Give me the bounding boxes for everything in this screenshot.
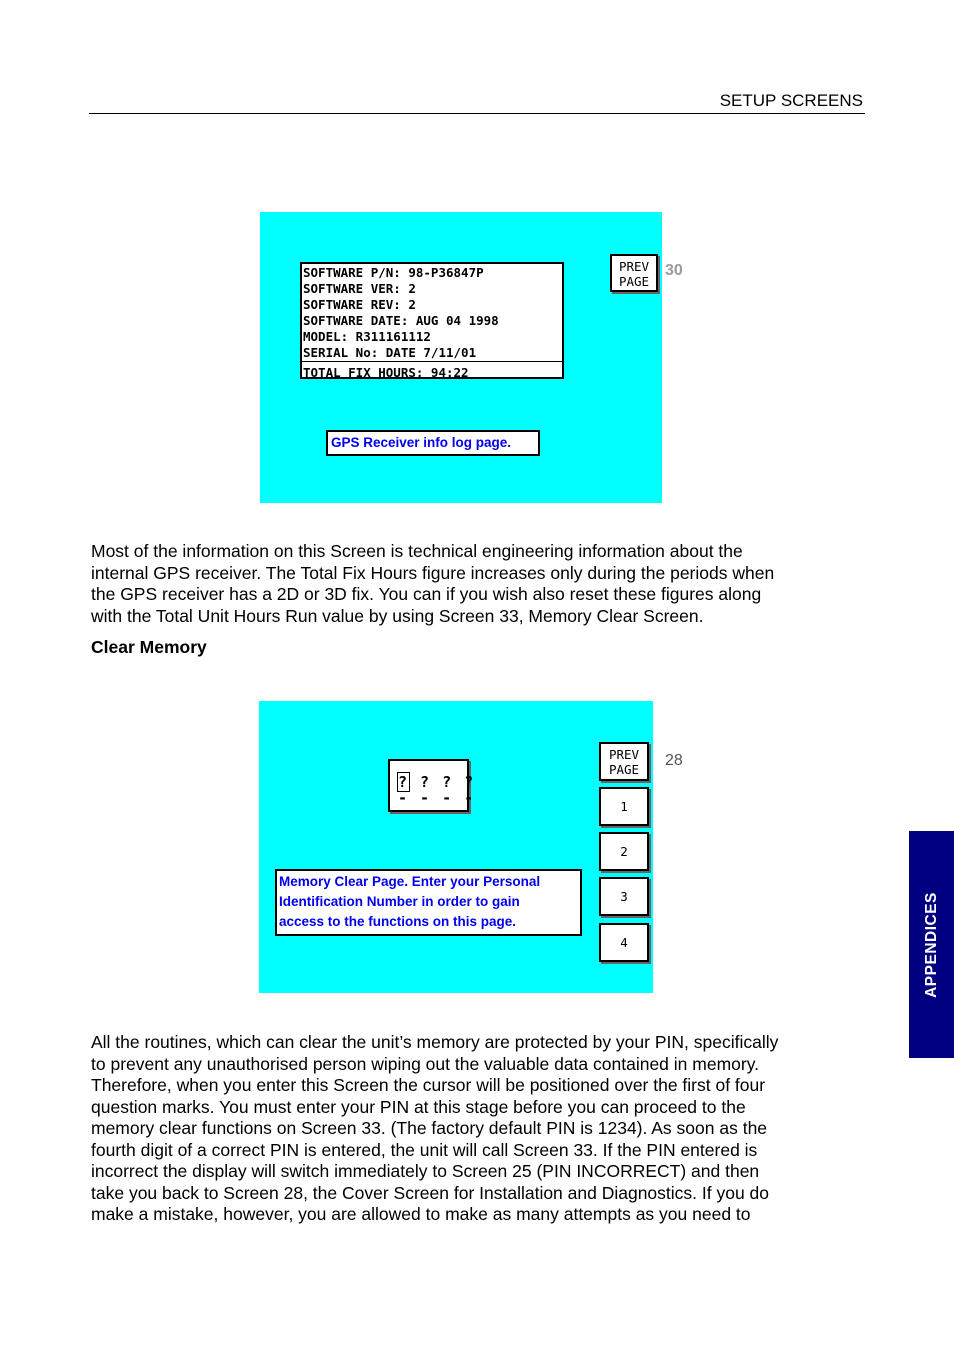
- paragraph-line: question marks. You must enter your PIN at this stage before you can proceed to the: [91, 1096, 746, 1117]
- appendices-tab[interactable]: [909, 831, 954, 1058]
- screen-28-panel: [259, 701, 653, 993]
- screen-30-panel: [260, 212, 662, 503]
- paragraph-line: internal GPS receiver. The Total Fix Hours figure increases only during the periods when: [91, 562, 775, 583]
- info-divider: [302, 361, 562, 362]
- prev-page-label-line1: PREV: [618, 259, 650, 274]
- screen-note: [275, 869, 582, 936]
- prev-page-button[interactable]: [610, 254, 658, 292]
- paragraph-line: memory clear functions on Screen 33. (The factory default PIN is 1234). As soon as the: [91, 1118, 768, 1138]
- screen-number: 28: [665, 752, 683, 769]
- keypad-button-2[interactable]: 2: [599, 832, 649, 871]
- section-heading: Clear Memory: [91, 637, 207, 657]
- header-title: SETUP SCREENS: [719, 91, 863, 110]
- prev-page-label-line1: PREV: [608, 747, 640, 762]
- appendices-tab-label: APPENDICES: [922, 891, 940, 998]
- software-info-box: [300, 262, 564, 379]
- prev-page-button[interactable]: [599, 742, 649, 781]
- keypad-button-3[interactable]: 3: [599, 877, 649, 916]
- info-line: SOFTWARE P/N: 98-P36847P: [303, 265, 484, 280]
- paragraph: [91, 1032, 861, 1226]
- paragraph-line: make a mistake, however, you are allowed to make as many attempts as you need to: [91, 1204, 751, 1224]
- paragraph-line: with the Total Unit Hours Run value by using Screen 33, Memory Clear Screen.: [91, 605, 704, 626]
- info-line: SOFTWARE VER: 2: [303, 281, 416, 296]
- paragraph-line: Therefore, when you enter this Screen the cursor will be positioned over the first of four: [91, 1075, 766, 1095]
- note-line: Memory Clear Page. Enter your Personal: [279, 874, 541, 889]
- paragraph-line: incorrect the display will switch immediately to Screen 25 (PIN INCORRECT) and then: [91, 1161, 760, 1181]
- keypad-button-4[interactable]: 4: [599, 923, 649, 962]
- paragraph-line: take you back to Screen 28, the Cover Screen for Installation and Diagnostics. If you do: [91, 1182, 770, 1203]
- paragraph-line: the GPS receiver has a 2D or 3D fix. You can if you wish also reset these figures along: [91, 584, 762, 604]
- paragraph-line: to prevent any unauthorised person wiping out the valuable data contained in memory.: [91, 1053, 760, 1074]
- screen-number: 30: [665, 262, 683, 279]
- info-line: SOFTWARE DATE: AUG 04 1998: [303, 313, 499, 328]
- prev-page-label-line2: PAGE: [618, 274, 650, 289]
- pin-entry-box[interactable]: [388, 759, 476, 812]
- screen-note: GPS Receiver info log page.: [326, 430, 540, 456]
- paragraph: [91, 541, 861, 627]
- note-line: access to the functions on this page.: [279, 914, 517, 929]
- pin-placeholder: ? ? ?: [409, 773, 476, 791]
- paragraph-line: fourth digit of a correct PIN is entered, the unit will call Screen 33. If the PIN entered is: [91, 1139, 758, 1160]
- info-line: MODEL: R311161112: [303, 329, 431, 344]
- info-line: SERIAL No: DATE 7/11/01: [303, 345, 477, 360]
- prev-page-label-line2: PAGE: [608, 762, 640, 777]
- note-line: Identification Number in order to gain: [279, 894, 520, 909]
- info-line: SOFTWARE REV: 2: [303, 297, 416, 312]
- total-fix-hours: TOTAL FIX HOURS: 94:22: [303, 365, 469, 380]
- pin-dashes: - - - -: [398, 789, 476, 807]
- pin-cursor: ?: [398, 773, 410, 791]
- paragraph-line: All the routines, which can clear the unit’s memory are protected by your PIN, specifically: [91, 1032, 779, 1052]
- header-rule: [89, 113, 865, 114]
- keypad-button-1[interactable]: 1: [599, 787, 649, 826]
- paragraph-line: Most of the information on this Screen is technical engineering information about the: [91, 541, 743, 561]
